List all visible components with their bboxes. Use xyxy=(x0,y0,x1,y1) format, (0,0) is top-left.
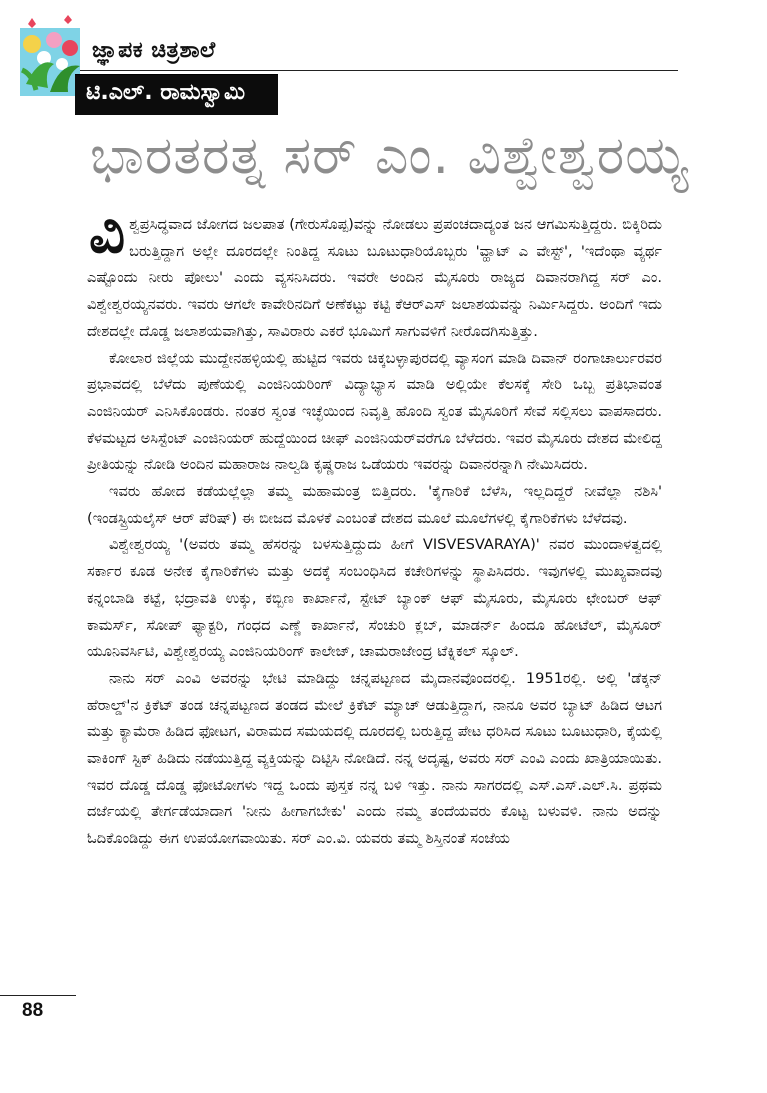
author-name: ಟಿ.ಎಲ್. ರಾಮಸ್ವಾಮಿ xyxy=(86,80,245,105)
series-title: ಜ್ಞಾಪಕ ಚಿತ್ರಶಾಲೆ xyxy=(92,38,216,63)
page-number: 88 xyxy=(22,1000,44,1021)
article-title: ಭಾರತರತ್ನ ಸರ್ ಎಂ. ವಿಶ್ವೇಶ್ವರಯ್ಯ xyxy=(90,126,690,186)
paragraph: ಕೋಲಾರ ಜಿಲ್ಲೆಯ ಮುದ್ದೇನಹಳ್ಳಿಯಲ್ಲಿ ಹುಟ್ಟಿದ ಇವರು ಚಿಕ್ಕಬಳ್ಳಾಪುರದಲ್ಲಿ ವ್ಯಾಸಂಗ ಮಾಡಿ ದಿವಾನ್ ರಂಗಾಚಾರ್ಲುರವರ ಪ್ರಭಾವದಲ್ಲಿ ಬೆಳೆದು ಪುಣೆಯಲ್ಲಿ ಎಂಜಿನಿಯರಿಂಗ್ ವಿದ್ಯಾಭ್ಯಾಸ ಮಾಡಿ ಅಲ್ಲಿಯೇ ಕೆಲಸಕ್ಕೆ ಸೇರಿ ಒಬ್ಬ ಪ್ರತಿಭಾವಂತ ಎಂಜಿನಿಯರ್ ಎನಿಸಿಕೊಂಡರು. ನಂತರ ಸ್ವಂತ ಇಚ್ಛೆಯಿಂದ ನಿವೃತ್ತಿ ಹೊಂದಿ ಸ್ವಂತ ಮೈಸೂರಿಗೆ ಸೇವೆ ಸಲ್ಲಿಸಲು ವಾಪಸಾದರು. ಕೆಳಮಟ್ಟದ ಅಸಿಸ್ಟೆಂಟ್ ಎಂಜಿನಿಯರ್ ಹುದ್ದೆಯಿಂದ ಚೀಫ್ ಎಂಜಿನಿಯರ್‌ವರೆಗೂ ಬೆಳೆದರು. ಇವರ ಮೈಸೂರು ದೇಶದ ಮೇಲಿದ್ದ ಪ್ರೀತಿಯನ್ನು ನೋಡಿ ಅಂದಿನ ಮಹಾರಾಜ ನಾಲ್ವಡಿ ಕೃಷ್ಣರಾಜ ಒಡೆಯರು ಇವರನ್ನು ದಿವಾನರನ್ನಾಗಿ ನೇಮಿಸಿದರು. xyxy=(87,349,662,474)
dropcap: ವಿ xyxy=(89,201,126,266)
paragraph-text: ಶ್ವಪ್ರಸಿದ್ಧವಾದ ಜೋಗದ ಜಲಪಾತ (ಗೇರುಸೊಪ್ಪ)ವನ್ನು ನೋಡಲು ಪ್ರಪಂಚದಾದ್ಯಂತ ಜನ ಆಗಮಿಸುತ್ತಿದ್ದರು. ಬಿಕ್ಕಿರಿದು ಬರುತ್ತಿದ್ದಾಗ ಅಲ್ಲೇ ದೂರದಲ್ಲೇ ನಿಂತಿದ್ದ ಸೂಟು ಬೂಟುಧಾರಿಯೊಬ್ಬರು 'ವ್ಹಾಟ್ ಎ ವೇಸ್ಟ್', 'ಇದೆಂಥಾ ವ್ಯರ್ಥ ಎಷ್ಟೊಂದು ನೀರು ಪೋಲು' ಎಂದು ವ್ಯಸನಿಸಿದರು. ಇವರೇ ಅಂದಿನ ಮೈಸೂರು ರಾಜ್ಯದ ದಿವಾನರಾಗಿದ್ದ ಸರ್ ಎಂ. ವಿಶ್ವೇಶ್ವರಯ್ಯನವರು. ಇವರು ಆಗಲೇ ಕಾವೇರಿನದಿಗೆ ಅಣೆಕಟ್ಟು ಕಟ್ಟಿ ಕೆಆರ್‌ಎಸ್ ಜಲಾಶಯವನ್ನು ನಿರ್ಮಿಸಿದ್ದರು. ಅಂದಿಗೆ ಇದು ದೇಶದಲ್ಲೇ ದೊಡ್ಡ ಜಲಾಶಯವಾಗಿತ್ತು, ಸಾವಿರಾರು ಎಕರೆ ಭೂಮಿಗೆ ಸಾಗುವಳಿಗೆ ನೀರೊದಗಿಸುತ್ತಿತ್ತು. xyxy=(87,216,662,340)
paragraph xyxy=(87,201,662,346)
article-body xyxy=(87,201,663,853)
paragraph: ಇವರು ಹೋದ ಕಡೆಯಲ್ಲೆಲ್ಲಾ ತಮ್ಮ ಮಹಾಮಂತ್ರ ಬಿತ್ತಿದರು. 'ಕೈಗಾರಿಕೆ ಬೆಳೆಸಿ, ಇಲ್ಲದಿದ್ದರೆ ನೀವೆಲ್ಲಾ ನಶಿಸಿ' (ಇಂಡಸ್ಟ್ರಿಯಲೈಸ್ ಆರ್ ಪೆರಿಷ್) ಈ ಬೀಜದ ಮೊಳಕೆ ಎಂಬಂತೆ ದೇಶದ ಮೂಲೆ ಮೂಲೆಗಳಲ್ಲಿ ಕೈಗಾರಿಕೆಗಳು ಬೆಳೆದವು. xyxy=(87,483,662,527)
paragraph: ವಿಶ್ವೇಶ್ವರಯ್ಯ '(ಅವರು ತಮ್ಮ ಹೆಸರನ್ನು ಬಳಸುತ್ತಿದ್ದುದು ಹೀಗೆ VISVESVARAYA)' ನವರ ಮುಂದಾಳತ್ವದಲ್ಲಿ ಸರ್ಕಾರ ಕೂಡ ಅನೇಕ ಕೈಗಾರಿಕೆಗಳು ಮತ್ತು ಅದಕ್ಕೆ ಸಂಬಂಧಿಸಿದ ಕಚೇರಿಗಳನ್ನು ಸ್ಥಾಪಿಸಿದರು. ಇವುಗಳಲ್ಲಿ ಮುಖ್ಯವಾದವು ಕನ್ನಂಬಾಡಿ ಕಟ್ಟೆ, ಭದ್ರಾವತಿ ಉಕ್ಕು, ಕಬ್ಬಿಣ ಕಾರ್ಖಾನೆ, ಸ್ಟೇಟ್ ಬ್ಯಾಂಕ್ ಆಫ್ ಮೈಸೂರು, ಮೈಸೂರು ಛೇಂಬರ್ ಆಫ್ ಕಾಮರ್ಸ್, ಸೋಪ್ ಫ್ಯಾಕ್ಟರಿ, ಗಂಧದ ಎಣ್ಣೆ ಕಾರ್ಖಾನೆ, ಸೆಂಚುರಿ ಕ್ಲಬ್, ಮಾಡರ್ನ್ ಹಿಂದೂ ಹೋಟೆಲ್, ಮೈಸೂರ್ ಯೂನಿವರ್ಸಿಟಿ, ವಿಶ್ವೇಶ್ವರಯ್ಯ ಎಂಜಿನಿಯರಿಂಗ್ ಕಾಲೇಜ್, ಚಾಮರಾಜೇಂದ್ರ ಟೆಕ್ನಿಕಲ್ ಸ್ಕೂಲ್. xyxy=(87,536,662,661)
header-rule xyxy=(80,70,678,71)
paragraph: ನಾನು ಸರ್ ಎಂವಿ ಅವರನ್ನು ಭೇಟಿ ಮಾಡಿದ್ದು ಚನ್ನಪಟ್ಟಣದ ಮೈದಾನವೊಂದರಲ್ಲಿ. 1951ರಲ್ಲಿ. ಅಲ್ಲಿ 'ಡೆಕ್ಕನ್ ಹೆರಾಲ್ಡ್'ನ ಕ್ರಿಕೆಟ್ ತಂಡ ಚನ್ನಪಟ್ಟಣದ ತಂಡದ ಮೇಲೆ ಕ್ರಿಕೆಟ್ ಮ್ಯಾಚ್ ಆಡುತ್ತಿದ್ದಾಗ, ನಾನೂ ಅವರ ಬ್ಯಾಟ್ ಹಿಡಿದ ಆಟಗ ಮತ್ತು ಕ್ಯಾಮೆರಾ ಹಿಡಿದ ಫೋಟಗ, ವಿರಾಮದ ಸಮಯದಲ್ಲಿ ದೂರದಲ್ಲಿ ಬರುತ್ತಿದ್ದ ಪೇಟ ಧರಿಸಿದ ಸೂಟು ಬೂಟುಧಾರಿ, ಕೈಯಲ್ಲಿ ವಾಕಿಂಗ್ ಸ್ಟಿಕ್ ಹಿಡಿದು ನಡೆಯುತ್ತಿದ್ದ ವ್ಯಕ್ತಿಯನ್ನು ದಿಟ್ಟಿಸಿ ನೋಡಿದೆ. ನನ್ನ ಅದೃಷ್ಟ, ಅವರು ಸರ್ ಎಂವಿ ಎಂದು ಖಾತ್ರಿಯಾಯಿತು. ಇವರ ದೊಡ್ಡ ದೊಡ್ಡ ಫೋಟೋಗಳು ಇದ್ದ ಒಂದು ಪುಸ್ತಕ ನನ್ನ ಬಳಿ ಇತ್ತು. ನಾನು ಸಾಗರದಲ್ಲಿ ಎಸ್.ಎಸ್.ಎಲ್.ಸಿ. ಪ್ರಥಮ ದರ್ಜೆಯಲ್ಲಿ ತೇರ್ಗಡೆಯಾದಾಗ 'ನೀನು ಹೀಗಾಗಬೇಕು' ಎಂದು ನಮ್ಮ ತಂದೆಯವರು ಕೊಟ್ಟ ಬಳುವಳಿ. ನಾನು ಅದನ್ನು ಓದಿಕೊಂಡಿದ್ದು ಈಗ ಉಪಯೋಗವಾಯಿತು. ಸರ್ ಎಂ.ವಿ. ಯವರು ತಮ್ಮ ಶಿಸ್ತಿನಂತೆ ಸಂಜೆಯ xyxy=(87,669,663,848)
footer-rule xyxy=(0,995,76,996)
